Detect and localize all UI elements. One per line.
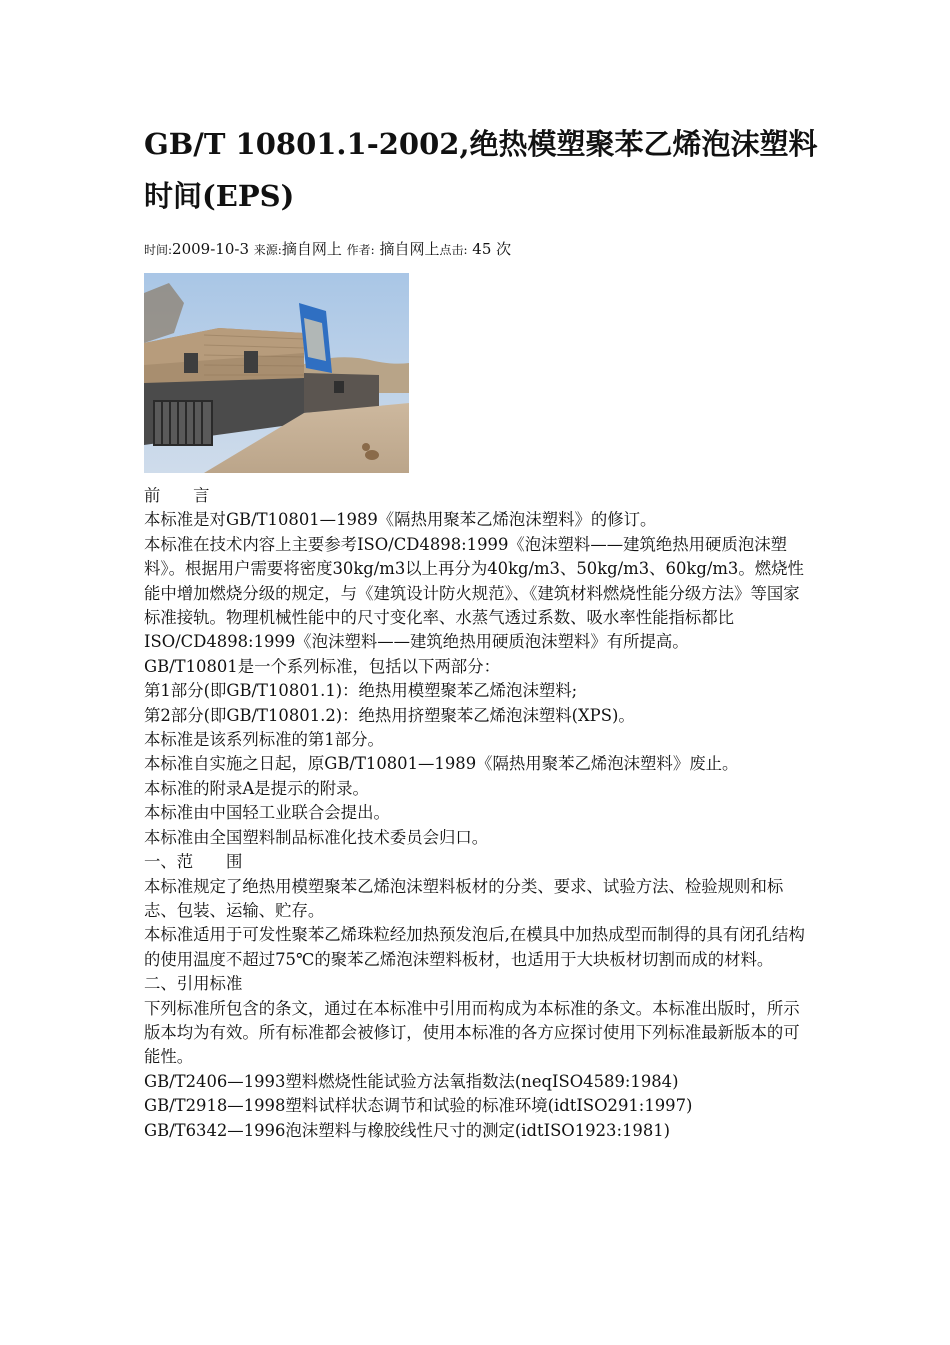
reference-item: GB/T2406—1993塑料燃烧性能试验方法氧指数法(neqISO4589:1984) (144, 1071, 679, 1091)
article-body (144, 484, 809, 1143)
paragraph: 本标准由全国塑料制品标准化技术委员会归口。 (144, 827, 489, 847)
heading-foreword: 前 言 (144, 486, 210, 505)
page-title: GB/T 10801.1-2002,绝热模塑聚苯乙烯泡沫塑料时间(EPS) (144, 127, 818, 213)
reference-item: GB/T2918—1998塑料试样状态调节和试验的标准环境(idtISO291:1997) (144, 1096, 693, 1116)
paragraph: 本标准由中国轻工业联合会提出。 (144, 803, 390, 823)
paragraph: GB/T10801是一个系列标准，包括以下两部分： (144, 656, 500, 676)
paragraph: 本标准是对GB/T10801—1989《隔热用聚苯乙烯泡沫塑料》的修订。 (144, 510, 657, 530)
building-photo-icon (144, 273, 409, 473)
paragraph: 第1部分(即GB/T10801.1)：绝热用模塑聚苯乙烯泡沫塑料; (144, 681, 578, 701)
publish-date: 2009-10-3 (172, 240, 249, 258)
paragraph: 第2部分(即GB/T10801.2)：绝热用挤塑聚苯乙烯泡沫塑料(XPS)。 (144, 705, 635, 725)
reference-item: GB/T6342—1996泡沫塑料与橡胶线性尺寸的测定(idtISO1923:1981) (144, 1120, 671, 1140)
source-label: 来源: (253, 243, 282, 257)
building-photo (144, 273, 409, 473)
source-value: 摘自网上 (281, 240, 342, 258)
paragraph: 本标准自实施之日起，原GB/T10801—1989《隔热用聚苯乙烯泡沫塑料》废止。 (144, 754, 739, 774)
clicks-label: 点击: (439, 243, 468, 257)
paragraph: 本标准的附录A是提示的附录。 (144, 778, 369, 798)
heading-scope: 一、范 围 (144, 852, 243, 872)
paragraph: 本标准是该系列标准的第1部分。 (144, 730, 384, 750)
paragraph: 本标准规定了绝热用模塑聚苯乙烯泡沫塑料板材的分类、要求、试验方法、检验规则和标志、包装、运输、贮存。 (144, 876, 784, 920)
article-meta (144, 237, 511, 262)
author-value: 摘自网上 (379, 240, 440, 258)
time-label: 时间: (144, 243, 173, 257)
paragraph: 下列标准所包含的条文，通过在本标准中引用而构成为本标准的条文。本标准出版时，所示版本均为有效。所有标准都会被修订，使用本标准的各方应探讨使用下列标准最新版本的可能性。 (144, 998, 800, 1067)
paragraph: 本标准在技术内容上主要参考ISO/CD4898:1999《泡沫塑料——建筑绝热用硬质泡沫塑料》。根据用户需要将密度30kg/m3以上再分为40kg/m3、50kg/m3、60kg/m3。燃烧性能中增加燃烧分级的规定，与《建筑设计防火规范》、《建筑材料燃烧性能分级方法》等国家标准接轨。物理机械性能中的尺寸变化率、水蒸气透过系数、吸水率性能指标都比ISO/CD4898:1999《泡沫塑料——建筑绝热用硬质泡沫塑料》有所提高。 (144, 534, 804, 652)
heading-references: 二、引用标准 (144, 974, 243, 994)
clicks-value: 45 次 (472, 240, 512, 258)
paragraph: 本标准适用于可发性聚苯乙烯珠粒经加热预发泡后,在模具中加热成型而制得的具有闭孔结构的使用温度不超过75℃的聚苯乙烯泡沫塑料板材，也适用于大块板材切割而成的材料。 (144, 925, 805, 969)
author-label: 作者: (346, 243, 375, 257)
